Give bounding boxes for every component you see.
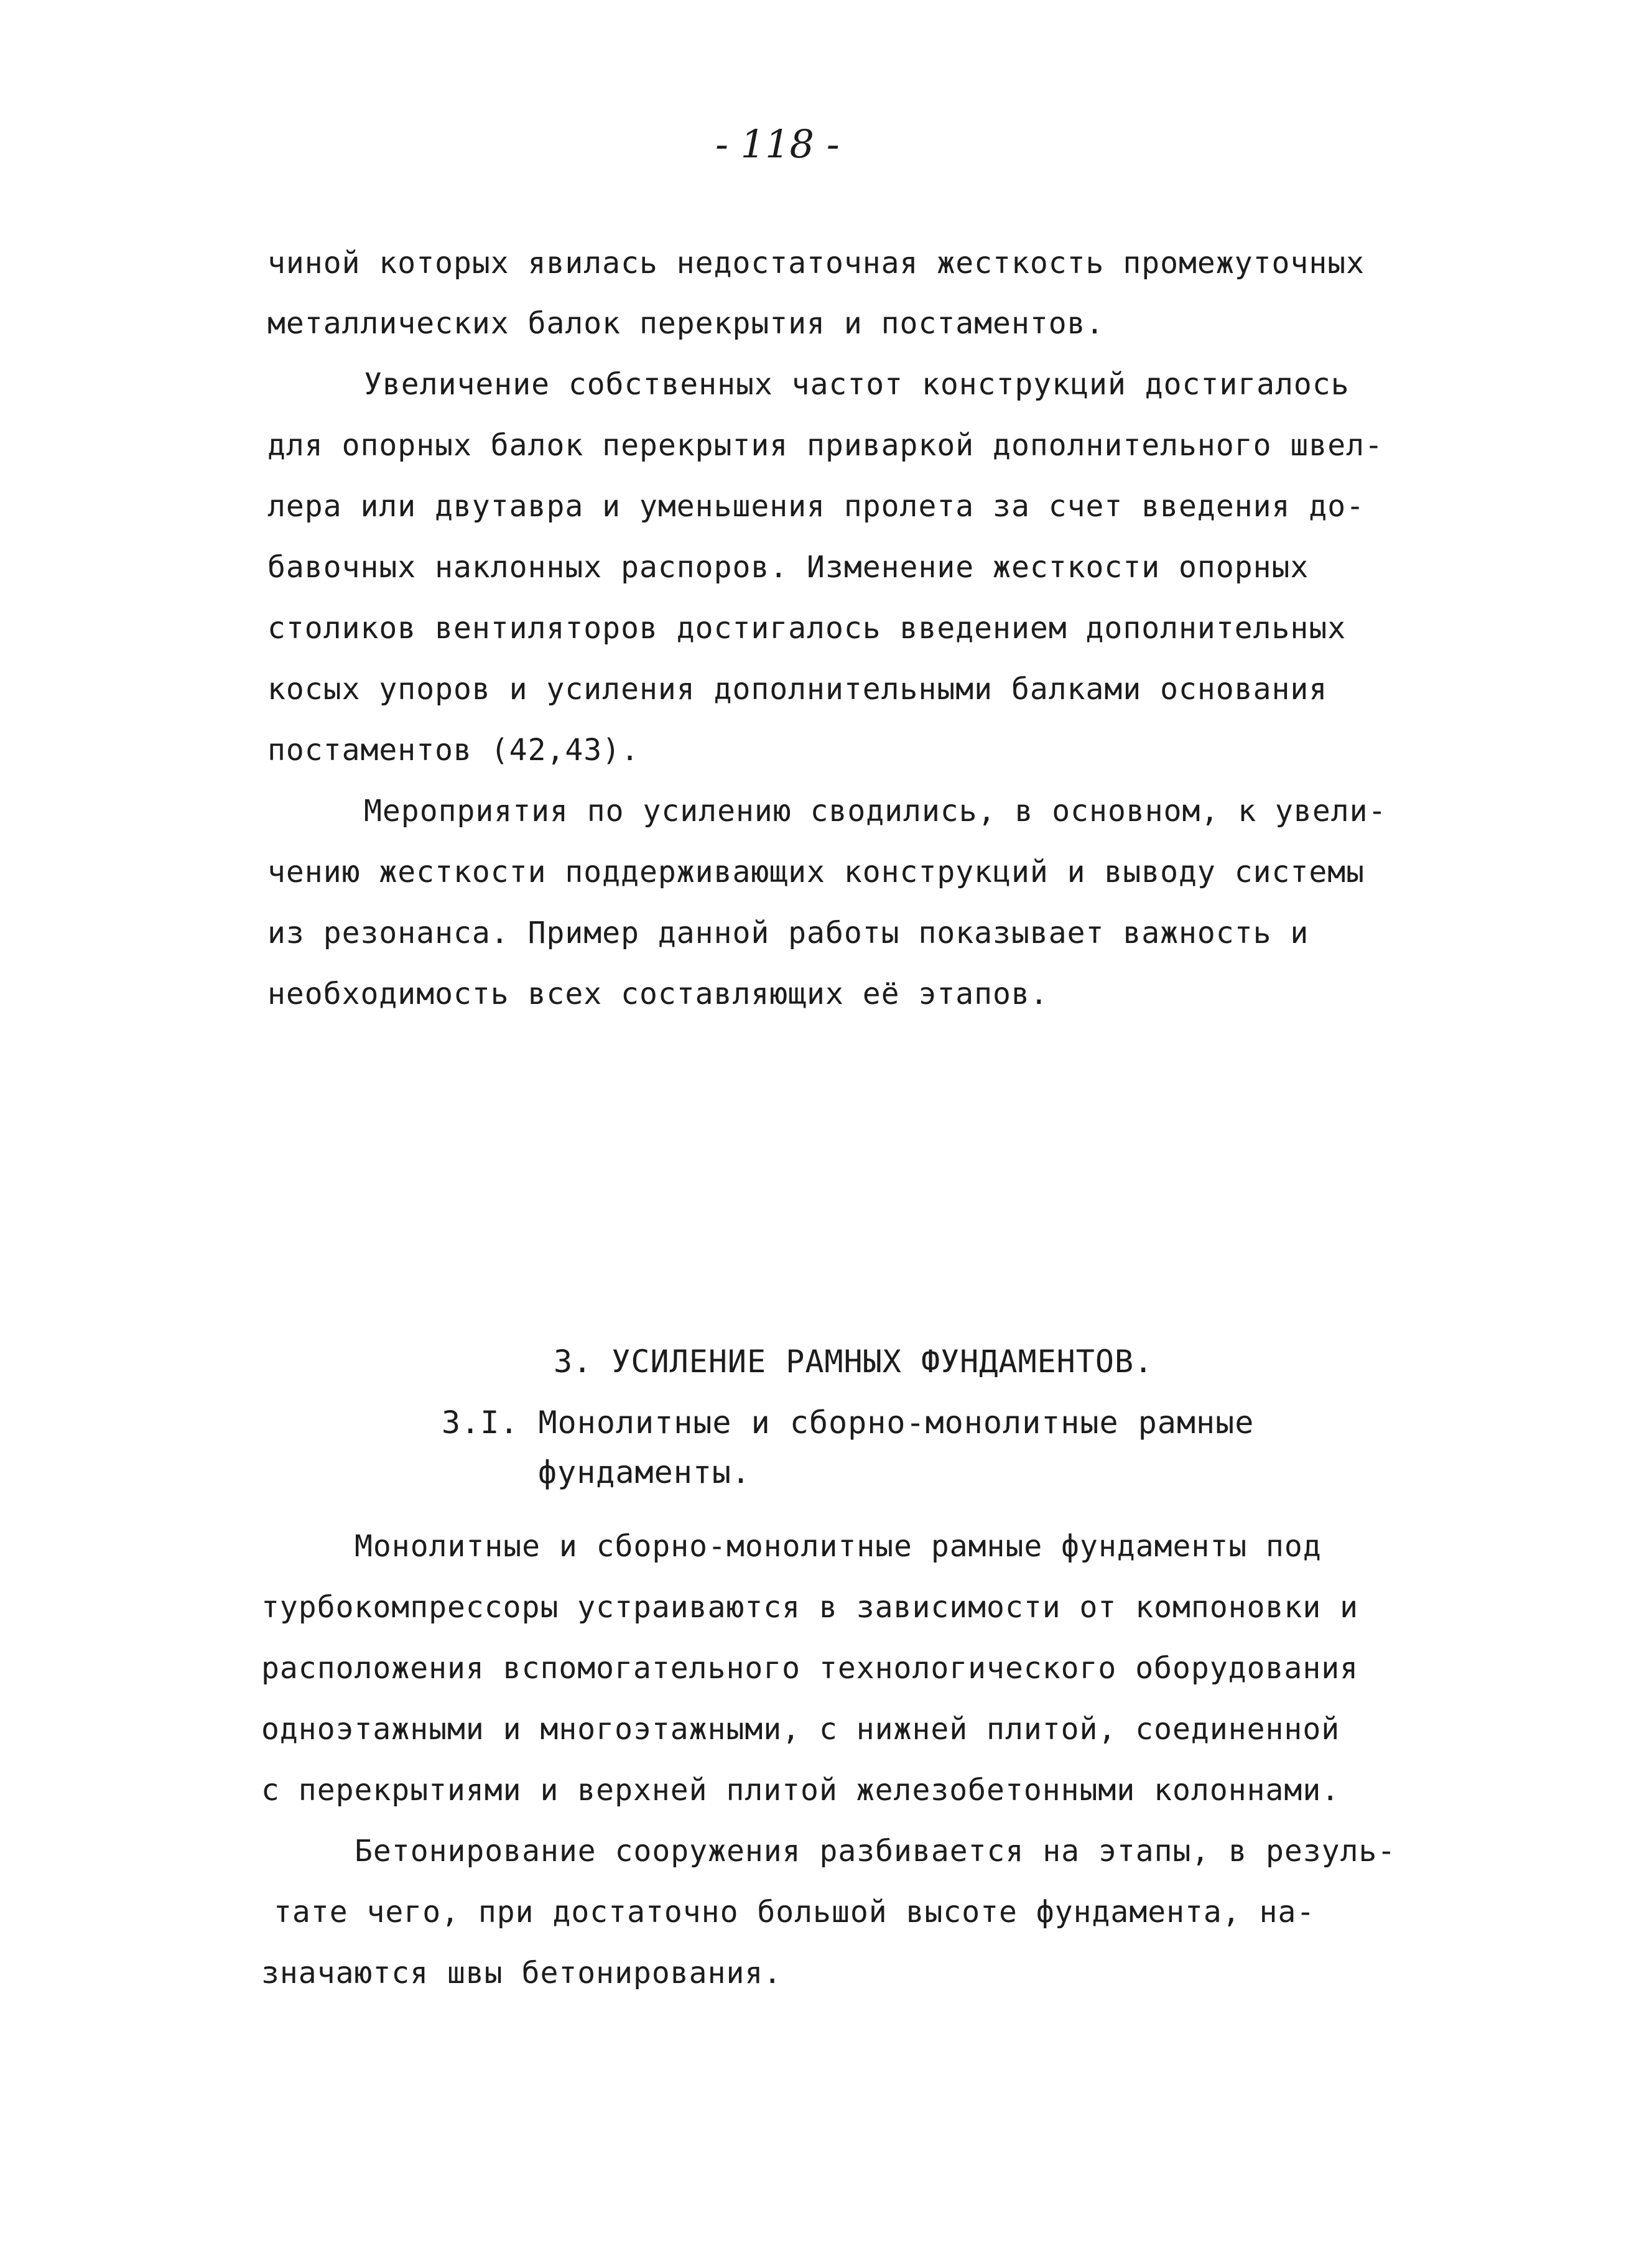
text-line: турбокомпрессоры устраиваются в зависимости от компоновки и [261,1590,1359,1625]
text-line: чиной которых явилась недостаточная жесткость промежуточных [267,246,1365,281]
text-line: необходимость всех составляющих её этапов. [267,977,1049,1011]
text-line: чению жесткости поддерживающих конструкций и выводу системы [267,855,1365,889]
subsection-heading: фундаменты. [538,1454,751,1490]
subsection-heading: 3.I. Монолитные и сборно-монолитные рамные [442,1405,1255,1441]
text-line: расположения вспомогательного технологического оборудования [261,1651,1359,1686]
text-line: из резонанса. Пример данной работы показывает важность и [267,916,1309,950]
text-line: значаются швы бетонирования. [261,1956,782,1990]
text-line: для опорных балок перекрытия приваркой дополнительного швел- [267,428,1383,463]
text-line: Увеличение собственных частот конструкций достигалось [364,367,1350,402]
section-heading: 3. УСИЛЕНИЕ РАМНЫХ ФУНДАМЕНТОВ. [554,1344,1154,1380]
text-line: косых упоров и усиления дополнительными балками основания [267,672,1328,707]
text-line: металлических балок перекрытия и постаментов. [267,306,1105,341]
text-line: постаментов (42,43). [267,733,639,768]
text-line: Мероприятия по усилению сводились, в основном, к увели- [364,794,1387,829]
text-line: тате чего, при достаточно большой высоте фундамента, на- [274,1895,1316,1930]
page-number: - 118 - [715,121,840,167]
text-line: Бетонирование сооружения разбивается на этапы, в резуль- [355,1834,1396,1869]
text-line: одноэтажными и многоэтажными, с нижней плитой, соединенной [261,1712,1340,1747]
text-line: столиков вентиляторов достигалось введением дополнительных [267,611,1347,646]
text-line: Монолитные и сборно-монолитные рамные фундаменты под [355,1529,1322,1564]
text-line: с перекрытиями и верхней плитой железобетонными колоннами. [261,1773,1340,1808]
text-line: бавочных наклонных распоров. Изменение жесткости опорных [267,550,1309,585]
text-line: лера или двутавра и уменьшения пролета за счет введения до- [267,489,1365,524]
